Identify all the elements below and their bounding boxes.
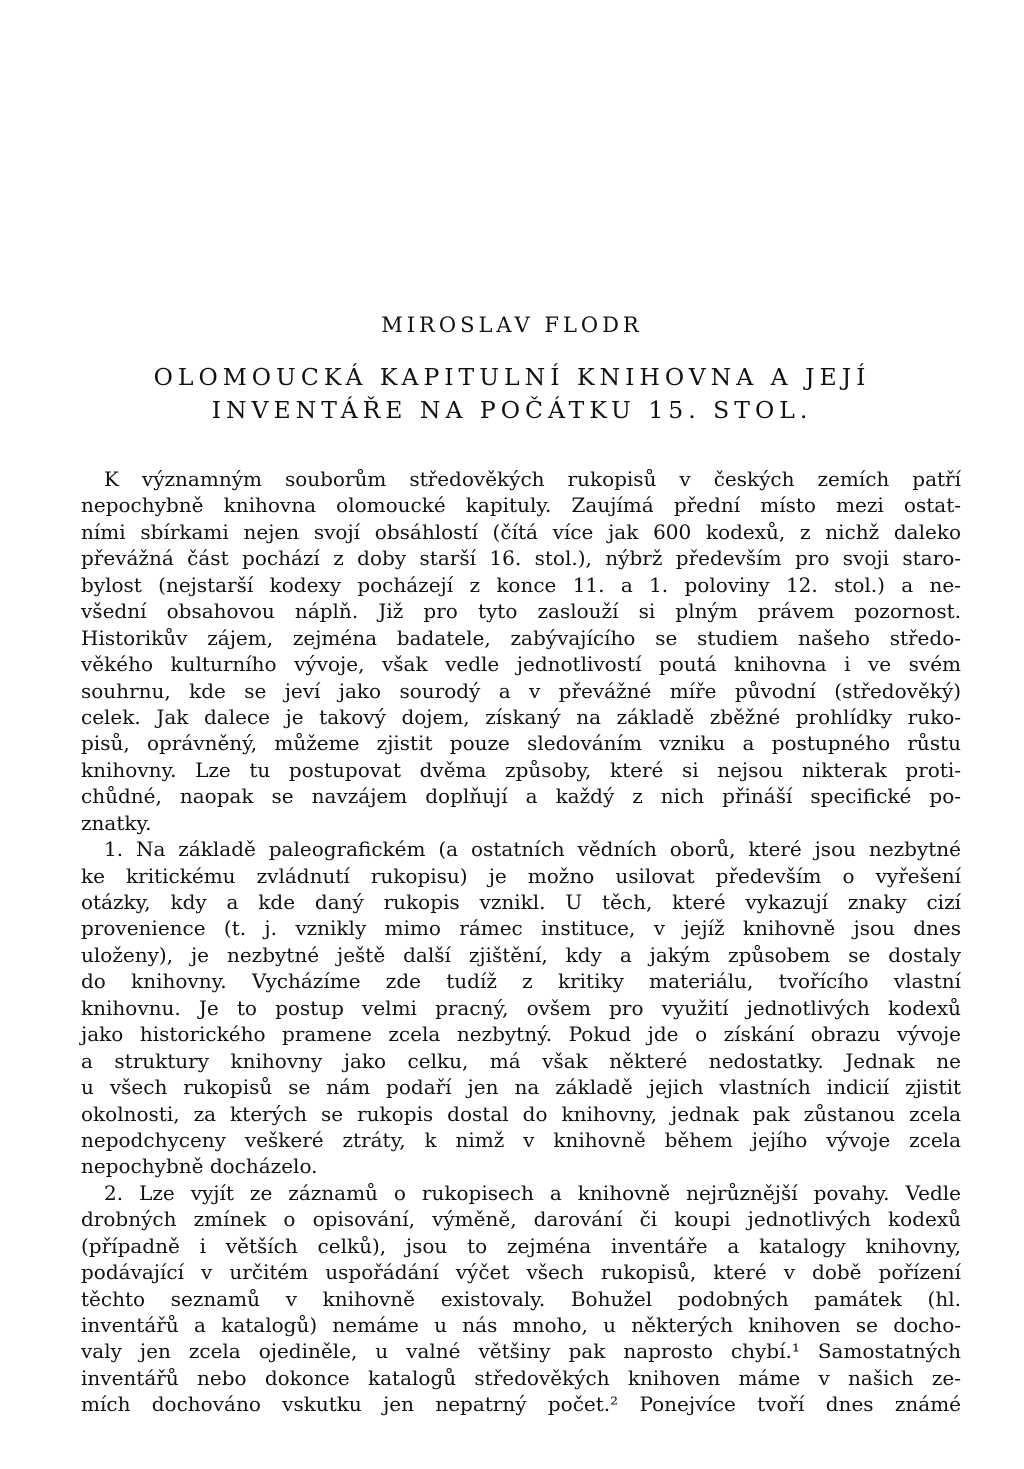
text-line: těchto seznamů v knihovně existovaly. Bohužel podobných památek (hl. [81,1286,961,1311]
text-line: 2. Lze vyjít ze záznamů o rukopisech a knihovně nejrůznější povahy. Vedle [104,1180,961,1205]
text-line: bylost (nejstarší kodexy pocházejí z konce 11. a 1. poloviny 12. stol.) a ne- [81,572,961,597]
title-line: OLOMOUCKÁ KAPITULNÍ KNIHOVNA A JEJÍ [153,363,871,391]
text-line: nepodchyceny veškeré ztráty, k nimž v knihovně během jejího vývoje zcela [81,1127,961,1152]
text-line: (případně i větších celků), jsou to zejména inventáře a katalogy knihovny, [81,1233,961,1258]
text-line: okolnosti, za kterých se rukopis dostal do knihovny, jednak pak zůstanou zcela [81,1101,961,1126]
text-line: do knihovny. Vycházíme zde tudíž z kritiky materiálu, tvořícího vlastní [81,969,961,994]
author-name: MIROSLAV FLODR [381,313,643,337]
text-line: souhrnu, kde se jeví jako sourodý a v převážné míře původní (středověký) [81,678,961,703]
text-line: K významným souborům středověkých rukopisů v českých zemích patří [104,467,961,491]
text-line: inventářů nebo dokonce katalogů středověkých knihoven máme v našich ze- [81,1365,961,1390]
text-line: knihovny. Lze tu postupovat dvěma způsoby, které si nejsou nikterak proti- [81,757,961,782]
text-line: mích dochováno vskutku jen nepatrný počet.² Ponejvíce tvoří dnes známé [81,1392,961,1417]
text-line: podávající v určitém uspořádání výčet všech rukopisů, které v době pořízení [81,1260,961,1285]
text-line: nepochybně docházelo. [81,1154,318,1179]
text-line: Historikův zájem, zejména badatele, zabývajícího se studiem našeho středo- [81,625,961,650]
text-line: věkého kulturního vývoje, však vedle jednotlivostí poutá knihovna i ve svém [81,652,961,677]
text-line: nepochybně knihovna olomoucké kapituly. Zaujímá přední místo mezi ostat- [81,493,961,518]
text-line: chůdné, naopak se navzájem doplňují a každý z nich přináší specifické po- [81,784,961,809]
text-line: ními sbírkami nejen svojí obsáhlostí (čítá více jak 600 kodexů, z nichž daleko [81,519,961,544]
text-line: valy jen zcela ojediněle, u valné většiny pak naprosto chybí.¹ Samostatných [81,1339,961,1364]
text-line: drobných zmínek o opisování, výměně, darování či koupi jednotlivých kodexů [81,1207,961,1232]
text-line: 1. Na základě paleografickém (a ostatních vědních oborů, které jsou nezbytné [104,837,961,862]
text-line: převážná část pochází z doby starší 16. stol.), nýbrž především pro svoji staro- [81,546,961,571]
text-line: uloženy), je nezbytné ještě další zjištění, kdy a jakým způsobem se dostaly [81,942,961,967]
text-line: jako historického pramene zcela nezbytný. Pokud jde o získání obrazu vývoje [81,1022,961,1047]
text-line: knihovnu. Je to postup velmi pracný, ovšem pro využití jednotlivých kodexů [81,995,961,1020]
article-body [81,466,961,1418]
text-line: u všech rukopisů se nám podaří jen na základě jejich vlastních indicií zjistit [81,1075,961,1100]
text-line: pisů, oprávněný, můžeme zjistit pouze sledováním vzniku a postupného růstu [81,731,961,756]
text-line: celek. Jak dalece je takový dojem, získaný na základě zběžné prohlídky ruko- [81,704,961,729]
text-line: znatky. [81,810,152,835]
text-line: inventářů a katalogů) nemáme u nás mnoho, u některých knihoven se docho- [81,1313,961,1337]
text-line: všední obsahovou náplň. Již pro tyto zaslouží si plným právem pozornost. [81,599,961,624]
title-line: INVENTÁŘE NA POČÁTKU 15. STOL. [211,396,813,424]
article-title [0,361,1024,427]
text-line: a struktury knihovny jako celku, má však některé nedostatky. Jednak ne [81,1048,961,1073]
text-line: otázky, kdy a kde daný rukopis vznikl. U těch, které vykazují znaky cizí [81,890,961,914]
text-line: provenience (t. j. vznikly mimo rámec instituce, v jejíž knihovně jsou dnes [81,916,961,941]
text-line: ke kritickému zvládnutí rukopisu) je možno usilovat především o vyřešení [81,863,961,888]
